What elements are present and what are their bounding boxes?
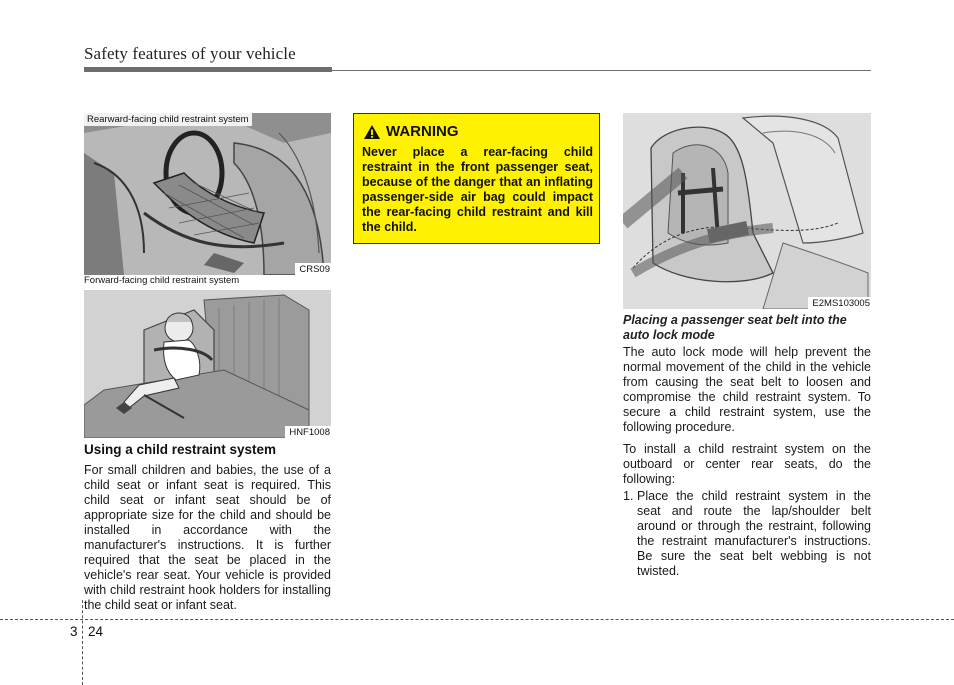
rear-facing-caption: Rearward-facing child restraint system: [84, 113, 252, 126]
forward-facing-caption: Forward-facing child restraint system: [84, 275, 240, 286]
footer-rule: [0, 619, 954, 620]
warning-title-row: [363, 123, 459, 140]
right-paragraph-1: The auto lock mode will help prevent the normal movement of the child in the vehicle from causing the seat belt to loosen and compromise the child restraint system. To secure a child restraint system, use the following procedure.: [623, 345, 871, 434]
chapter-number: 3: [70, 624, 78, 639]
left-body-text: [84, 463, 331, 613]
right-body-text-2: [623, 442, 871, 487]
seat-belt-figure-code: E2MS103005: [808, 297, 871, 309]
right-body-text-1: [623, 345, 871, 435]
warning-title: WARNING: [386, 123, 459, 140]
right-paragraph-2: To install a child restraint system on the outboard or center rear seats, do the following:: [623, 442, 871, 486]
footer-margin-rule: [82, 600, 83, 685]
header-rule-thick: [84, 67, 332, 72]
list-item-number: 1.: [623, 489, 634, 503]
warning-box: [353, 113, 600, 244]
warning-text: Never place a rear-facing child restraint in the front passenger seat, because of the danger that an inflating passenger-side air bag could impact the rear-facing child restraint and kill the child.: [362, 145, 593, 234]
forward-facing-drawing: [84, 290, 331, 438]
rear-facing-illustration: [84, 113, 331, 275]
page-number: 24: [88, 624, 104, 639]
left-paragraph: For small children and babies, the use of a child seat or infant seat is required. This child seat or infant seat should be of appropriate size for the child and should be installed in accordance with the manufacturer's instructions. It is further required that the seat be placed in the vehicle's rear seat. Your vehicle is provided with child restraint hook holders for installing the child seat or infant seat.: [84, 463, 331, 612]
rear-facing-drawing: [84, 113, 331, 275]
seat-belt-illustration: [623, 113, 871, 309]
list-item-text: Place the child restraint system in the seat and route the lap/shoulder belt around or through the restraint, following the restraint manufacturer's instructions. Be sure the seat belt webbing is not twisted.: [637, 489, 871, 578]
warning-triangle-icon: [363, 124, 381, 140]
seat-belt-drawing: [623, 113, 871, 309]
page-header-title: Safety features of your vehicle: [84, 44, 296, 63]
rear-facing-figure-code: CRS09: [295, 263, 331, 275]
forward-facing-figure-code: HNF1008: [285, 426, 331, 438]
section-heading: Using a child restraint system: [84, 442, 277, 457]
header-rule-thin: [332, 70, 871, 71]
forward-facing-illustration: [84, 290, 331, 438]
right-subheading: Placing a passenger seat belt into the auto lock mode: [623, 313, 847, 342]
